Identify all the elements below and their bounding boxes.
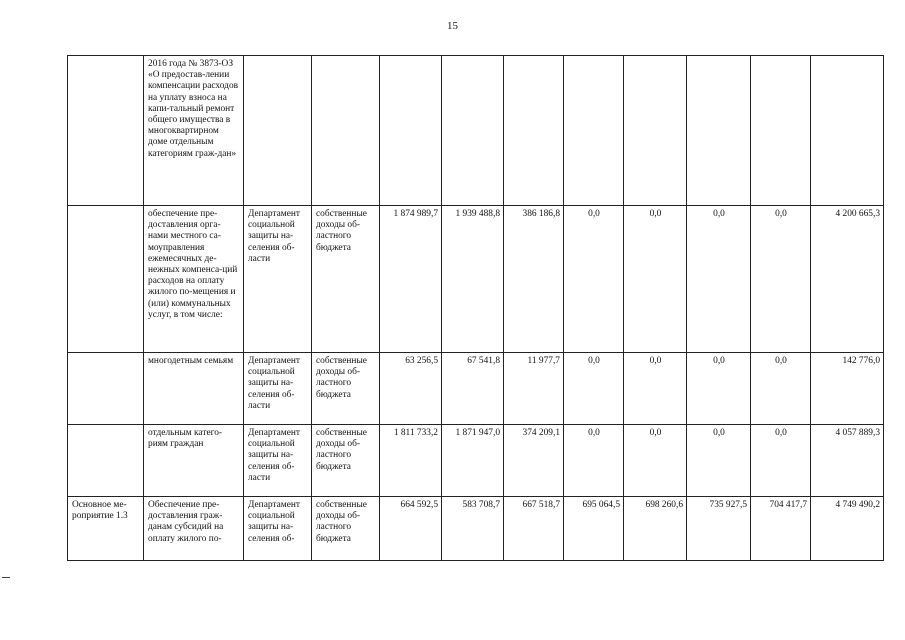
value-cell: [564, 56, 624, 206]
value-cell: 583 708,7: [442, 497, 504, 561]
value-cell: 142 776,0: [811, 353, 884, 425]
executor-cell: Департамент социальной защиты на-селения об-ласти: [244, 206, 312, 353]
table-row: [68, 56, 884, 206]
value-cell: 63 256,5: [380, 353, 442, 425]
event-cell: [68, 353, 144, 425]
executor-cell: [244, 56, 312, 206]
executor-cell: Департамент социальной защиты на-селения об-: [244, 497, 312, 561]
value-cell: 4 200 665,3: [811, 206, 884, 353]
value-cell: 1 939 488,8: [442, 206, 504, 353]
value-cell: [811, 56, 884, 206]
value-cell: 67 541,8: [442, 353, 504, 425]
value-cell: 0,0: [751, 425, 811, 497]
value-cell: 667 518,7: [504, 497, 564, 561]
value-cell: 4 749 490,2: [811, 497, 884, 561]
value-cell: 698 260,6: [624, 497, 687, 561]
name-cell: многодетным семьям: [144, 353, 244, 425]
value-cell: [504, 56, 564, 206]
value-cell: 1 811 733,2: [380, 425, 442, 497]
value-cell: [751, 56, 811, 206]
value-cell: 0,0: [564, 425, 624, 497]
value-cell: 0,0: [564, 206, 624, 353]
value-cell: 735 927,5: [687, 497, 751, 561]
source-cell: [312, 56, 380, 206]
program-funding-table: [67, 55, 884, 561]
source-cell: собственные доходы об-ластного бюджета: [312, 353, 380, 425]
event-cell: [68, 56, 144, 206]
value-cell: [624, 56, 687, 206]
value-cell: 0,0: [751, 353, 811, 425]
value-cell: 0,0: [687, 353, 751, 425]
value-cell: 0,0: [687, 425, 751, 497]
source-cell: собственные доходы об-ластного бюджета: [312, 425, 380, 497]
value-cell: 1 871 947,0: [442, 425, 504, 497]
value-cell: 0,0: [687, 206, 751, 353]
table-row: [68, 497, 884, 561]
value-cell: 0,0: [564, 353, 624, 425]
value-cell: [380, 56, 442, 206]
value-cell: 664 592,5: [380, 497, 442, 561]
event-cell: [68, 425, 144, 497]
name-cell: обеспечение пре-доставления орга-нами местного са-моуправления ежемесячных де-нежных компенса-ций расходов на оплату жилого по-мещения и (или) коммунальных услуг, в том числе:: [144, 206, 244, 353]
scan-mark: [2, 577, 10, 578]
page-number: 15: [447, 20, 458, 32]
value-cell: [687, 56, 751, 206]
source-cell: собственные доходы об-ластного бюджета: [312, 206, 380, 353]
value-cell: 0,0: [624, 206, 687, 353]
executor-cell: Департамент социальной защиты на-селения об-ласти: [244, 353, 312, 425]
name-cell: Обеспечение пре-доставления граж-данам субсидий на оплату жилого по-: [144, 497, 244, 561]
executor-cell: Департамент социальной защиты на-селения об-ласти: [244, 425, 312, 497]
name-cell: 2016 года № 3873-ОЗ «О предостав-лении компенсации расходов на уплату взноса на капи-тальный ремонт общего имущества в многоквартирном доме отдельным категориям граж-дан»: [144, 56, 244, 206]
value-cell: 0,0: [624, 425, 687, 497]
value-cell: 704 417,7: [751, 497, 811, 561]
source-cell: собственные доходы об-ластного бюджета: [312, 497, 380, 561]
event-cell: [68, 206, 144, 353]
value-cell: 695 064,5: [564, 497, 624, 561]
name-cell: отдельным катего-риям граждан: [144, 425, 244, 497]
value-cell: 0,0: [751, 206, 811, 353]
value-cell: [442, 56, 504, 206]
table-row: [68, 425, 884, 497]
value-cell: 386 186,8: [504, 206, 564, 353]
value-cell: 4 057 889,3: [811, 425, 884, 497]
value-cell: 0,0: [624, 353, 687, 425]
value-cell: 11 977,7: [504, 353, 564, 425]
table-row: [68, 206, 884, 353]
table-row: [68, 353, 884, 425]
event-cell: Основное ме-роприятие 1.3: [68, 497, 144, 561]
value-cell: 374 209,1: [504, 425, 564, 497]
value-cell: 1 874 989,7: [380, 206, 442, 353]
